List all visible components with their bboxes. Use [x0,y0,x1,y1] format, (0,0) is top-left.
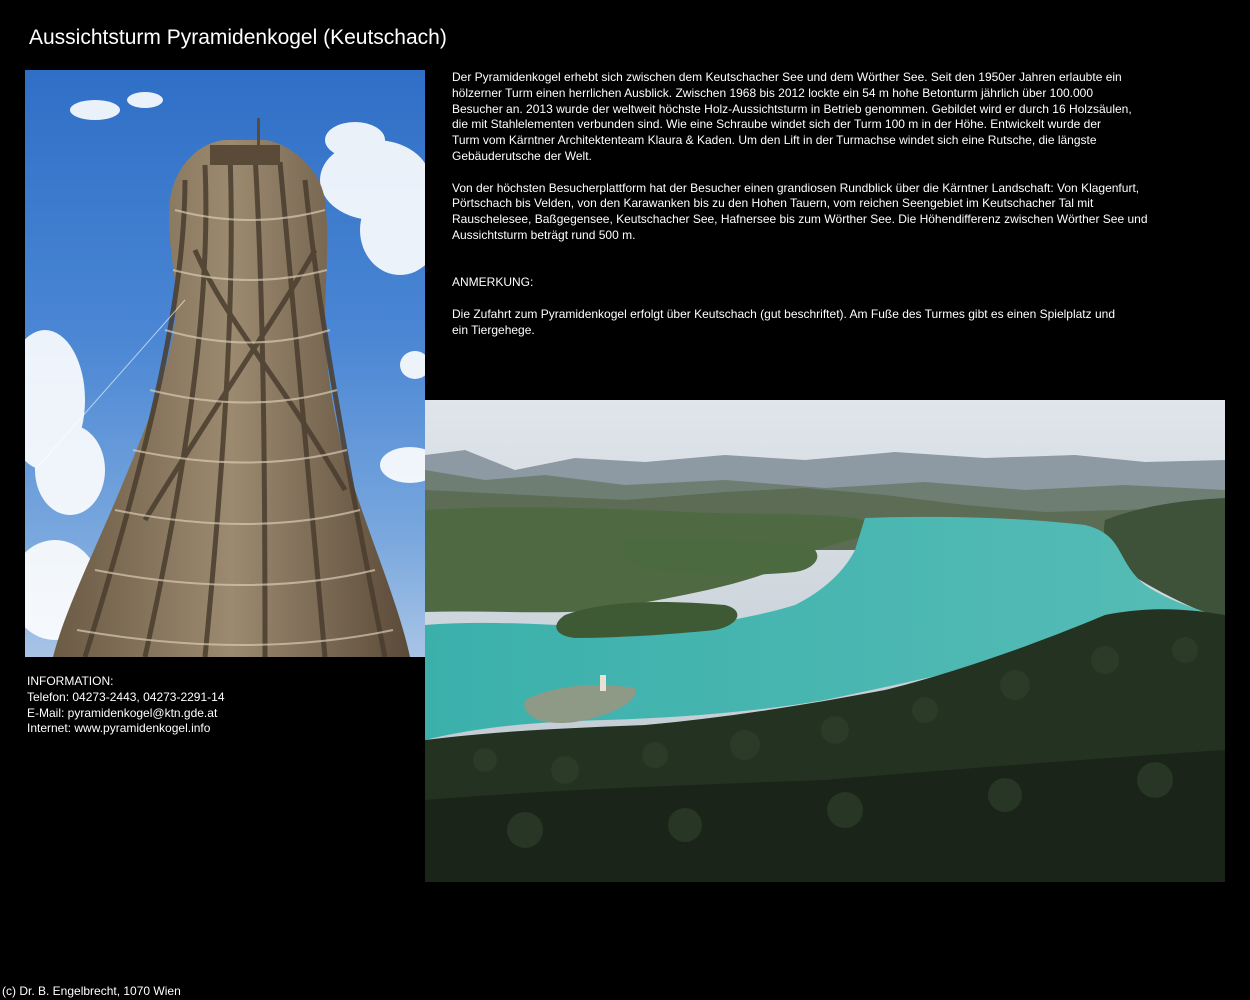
lake-panorama-photo [425,400,1225,882]
tower-illustration [25,70,425,657]
description-paragraph-1: Der Pyramidenkogel erhebt sich zwischen dem Keutschacher See und dem Wörther See. Seit den 1950er Jahren erlaubte ein hölzerner Turm einen herrlichen Ausblick. Zwischen 1968 bis 2012 lockte ein 54 m hohe Betonturm jährlich über 100.000 Besucher an. 2013 wurde der weltweit höchste Holz-Aussichtsturm in Betrieb genommen. Gebildet wird er durch 16 Holzsäulen, die mit Stahlelementen verbunden sind. Wie eine Schraube windet sich der Turm 100 m in der Höhe. Entwickelt wurde der Turm vom Kärntner Architektenteam Klaura & Kaden. Um den Lift in der Turmachse windet sich eine Rutsche, die längste Gebäuderutsche der Welt. [452,70,1132,163]
note-block [452,260,1172,355]
page-title: Aussichtsturm Pyramidenkogel (Keutschach) [29,26,447,49]
lake-illustration [425,400,1225,882]
info-phone: Telefon: 04273-2443, 04273-2291-14 [27,689,225,704]
info-email[interactable]: E-Mail: pyramidenkogel@ktn.gde.at [27,705,218,720]
info-website[interactable]: Internet: www.pyramidenkogel.info [27,721,211,736]
note-text: Die Zufahrt zum Pyramidenkogel erfolgt über Keutschach (gut beschriftet). Am Fuße des Turmes gibt es einen Spielplatz und ein Tiergehege. [452,306,1115,337]
copyright-notice: (c) Dr. B. Engelbrecht, 1070 Wien [2,984,181,998]
tower-photo [25,70,425,657]
info-heading: INFORMATION: [27,674,114,688]
description-paragraph-2: Von der höchsten Besucherplattform hat der Besucher einen grandiosen Rundblick über die Kärntner Landschaft: Von Klagenfurt, Pörtschach bis Velden, von den Karawanken bis zu den Hohen Tauern, vom reichen Seengebiet im Keutschacher Tal mit Rauschelesee, Baßgegensee, Keutschacher See, Hafnersee bis zum Wörther See. Die Höhendifferenz zwischen Wörther See und Aussichtsturm beträgt rund 500 m. [452,180,1148,242]
contact-info [27,674,225,737]
note-heading: ANMERKUNG: [452,275,534,290]
description-text [452,70,1172,370]
